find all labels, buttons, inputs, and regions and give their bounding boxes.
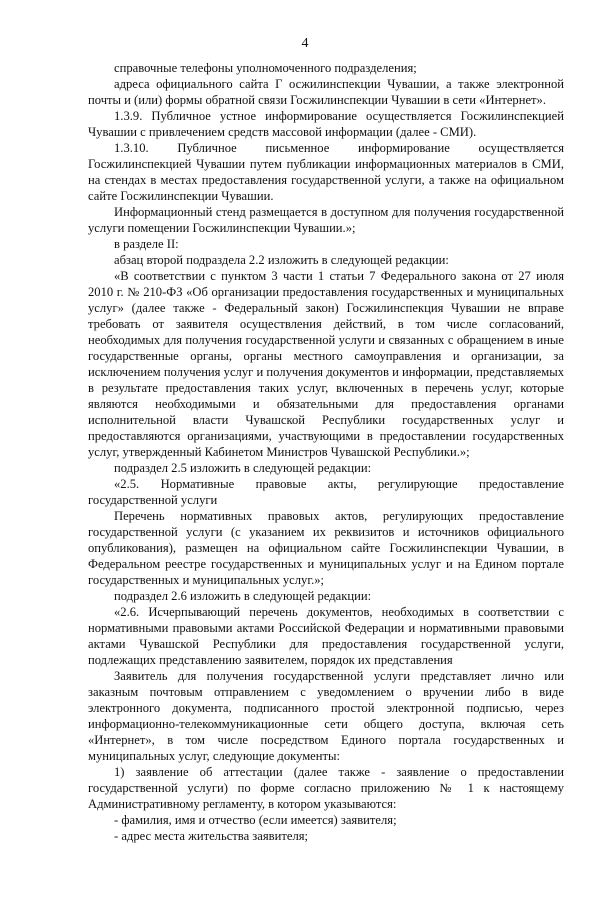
paragraph-17: - адрес места жительства заявителя;: [114, 829, 309, 843]
paragraph-1: справочные телефоны уполномоченного подразделения;: [114, 61, 417, 75]
paragraph-14: Заявитель для получения государственной услуги представляет лично или заказным почтовым отправлением с уведомлением о вручении либо в виде электронного документа, подписанного простой электронной подписью, через информационно-телекоммуникационные сети общего доступа, включая сеть «Интернет», в том числе посредством Единого портала государственных и муниципальных услуг, следующие документы:: [88, 669, 564, 763]
page-number: 4: [301, 36, 309, 51]
paragraph-5: Информационный стенд размещается в доступном для получения государственной услуги помещении Госжилинспекции Чувашии.»;: [88, 205, 564, 235]
paragraph-10: «2.5. Нормативные правовые акты, регулирующие предоставление государственной услуги: [88, 477, 564, 507]
paragraph-6: в разделе II:: [114, 237, 179, 251]
paragraph-3: 1.3.9. Публичное устное информирование осуществляется Госжилинспекцией Чувашии с привлечением средств массовой информации (далее - СМИ).: [88, 109, 564, 139]
paragraph-8: «В соответствии с пунктом 3 части 1 статьи 7 Федерального закона от 27 июля 2010 г. № 210-ФЗ «Об организации предоставления государственных и муниципальных услуг» (далее также - Федеральный закон) Госжилинспекция Чувашии не вправе требовать от заявителя осуществления действий, в том числе согласований, необходимых для получения государственной услуги и связанных с обращением в иные государственные органы, органы местного самоуправления и организации, за исключением получения услуг и получения документов и информации, представляемых в результате предоставления таких услуг, включенных в перечень услуг, которые являются необходимыми и обязательными для предоставления органами исполнительной власти Чувашской Республики государственных услуг и предоставляются организациями, участвующими в предоставлении государственных услуг, утвержденный Кабинетом Министров Чувашской Республики.»;: [88, 269, 564, 459]
paragraph-7: абзац второй подраздела 2.2 изложить в следующей редакции:: [114, 253, 449, 267]
paragraph-2: адреса официального сайта Г осжилинспекции Чувашии, а также электронной почты и (или) формы обратной связи Госжилинспекции Чувашии в сети «Интернет».: [88, 77, 564, 107]
document-body: [88, 60, 564, 844]
paragraph-9: подраздел 2.5 изложить в следующей редакции:: [114, 461, 372, 475]
paragraph-11: Перечень нормативных правовых актов, регулирующих предоставление государственной услуги (с указанием их реквизитов и источников официального опубликования), размещен на официальном сайте Госжилинспекции Чувашии, в Федеральном реестре государственных и муниципальных услуг и на Едином портале государственных и муниципальных услуг.»;: [88, 509, 564, 587]
paragraph-12: подраздел 2.6 изложить в следующей редакции:: [114, 589, 372, 603]
paragraph-15: 1) заявление об аттестации (далее также - заявление о предоставлении государственной услуги) по форме согласно приложению № 1 к настоящему Административному регламенту, в котором указываются:: [88, 765, 564, 811]
paragraph-4: 1.3.10. Публичное письменное информирование осуществляется Госжилинспекцией Чувашии путем публикации информационных материалов в СМИ, на стендах в местах предоставления государственной услуги, а также на официальном сайте Госжилинспекции Чувашии.: [88, 141, 564, 203]
paragraph-13: «2.6. Исчерпывающий перечень документов, необходимых в соответствии с нормативными правовыми актами Российской Федерации и нормативными правовыми актами Чувашской Республики для предоставления государственной услуги, подлежащих представлению заявителем, порядок их представления: [88, 605, 564, 667]
paragraph-16: - фамилия, имя и отчество (если имеется) заявителя;: [114, 813, 397, 827]
